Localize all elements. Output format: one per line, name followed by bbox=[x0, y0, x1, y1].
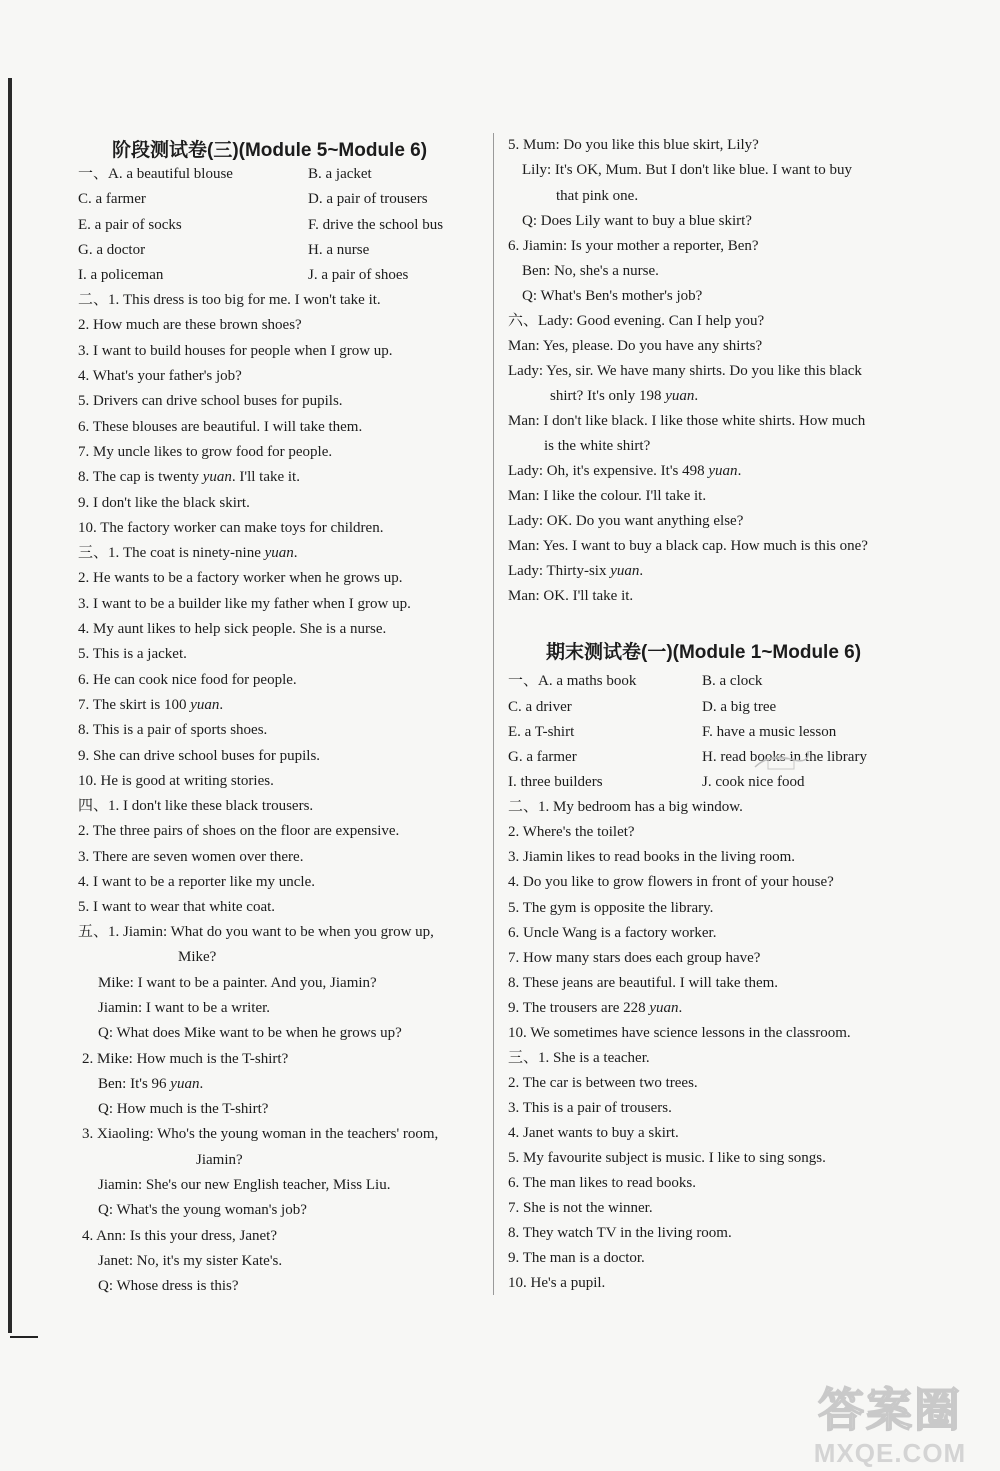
answer-line: 2. Where's the toilet? bbox=[508, 824, 635, 840]
matching-item: B. a jacket bbox=[308, 166, 372, 182]
answer-line: 3. I want to be a builder like my father when I grow up. bbox=[78, 596, 411, 612]
dialogue-line: Ben: No, she's a nurse. bbox=[522, 263, 659, 279]
matching-item: C. a farmer bbox=[78, 191, 146, 207]
matching-item: J. cook nice food bbox=[702, 774, 805, 790]
answer-line: 6. The man likes to read books. bbox=[508, 1175, 697, 1191]
answer-line: 4. What's your father's job? bbox=[78, 368, 242, 384]
dialogue-line: Mike? bbox=[178, 949, 217, 965]
dialogue-line: Lady: Oh, it's expensive. It's 498 yuan. bbox=[508, 463, 742, 479]
dialogue-line: Man: Yes, please. Do you have any shirts? bbox=[508, 338, 763, 354]
matching-item: F. drive the school bus bbox=[308, 217, 444, 233]
dialogue-line: is the white shirt? bbox=[544, 438, 651, 454]
dialogue-line: that pink one. bbox=[556, 188, 639, 204]
dialogue-line: 4. Ann: Is this your dress, Janet? bbox=[82, 1228, 277, 1244]
dialogue-line: Man: OK. I'll take it. bbox=[508, 588, 634, 604]
answer-line: 5. The gym is opposite the library. bbox=[508, 900, 714, 916]
dialogue-line: 5. Mum: Do you like this blue skirt, Lily? bbox=[508, 137, 759, 153]
column-divider bbox=[493, 133, 494, 1295]
dialogue-line: Jiamin: She's our new English teacher, Miss Liu. bbox=[98, 1177, 391, 1193]
dialogue-line: 2. Mike: How much is the T-shirt? bbox=[82, 1051, 289, 1067]
dialogue-line: Q: What's the young woman's job? bbox=[98, 1202, 307, 1218]
dialogue-line: Q: Whose dress is this? bbox=[98, 1278, 239, 1294]
dialogue-line: Q: What's Ben's mother's job? bbox=[522, 288, 703, 304]
matching-item: E. a pair of socks bbox=[78, 217, 182, 233]
matching-item: B. a clock bbox=[702, 673, 763, 689]
binding-spine bbox=[8, 78, 12, 1333]
answer-line: 10. He is good at writing stories. bbox=[78, 773, 274, 789]
watermark-url: MXQE.COM bbox=[813, 1438, 967, 1468]
dialogue-line: Ben: It's 96 yuan. bbox=[98, 1076, 204, 1092]
answer-line: 四、1. I don't like these black trousers. bbox=[78, 798, 314, 814]
answer-line: 7. My uncle likes to grow food for people. bbox=[78, 444, 333, 460]
dialogue-line: Jiamin? bbox=[196, 1152, 243, 1168]
answer-line: 10. We sometimes have science lessons in the classroom. bbox=[508, 1025, 851, 1041]
watermark-text: 答案圈 bbox=[818, 1384, 962, 1436]
matching-item: H. read books in the library bbox=[702, 749, 867, 765]
answer-line: 5. I want to wear that white coat. bbox=[78, 899, 276, 915]
answer-line: 2. He wants to be a factory worker when he grows up. bbox=[78, 570, 403, 586]
matching-item: D. a pair of trousers bbox=[308, 191, 428, 207]
answer-line: 5. This is a jacket. bbox=[78, 646, 187, 662]
matching-item: 一、A. a maths book bbox=[508, 673, 637, 689]
answer-line: 8. This is a pair of sports shoes. bbox=[78, 722, 268, 738]
answer-line: 9. I don't like the black skirt. bbox=[78, 495, 250, 511]
answer-line: 7. How many stars does each group have? bbox=[508, 950, 761, 966]
matching-item: E. a T-shirt bbox=[508, 724, 575, 740]
dialogue-line: Q: How much is the T-shirt? bbox=[98, 1101, 269, 1117]
dialogue-line: 五、1. Jiamin: What do you want to be when you grow up, bbox=[78, 924, 434, 940]
answer-line: 二、1. My bedroom has a big window. bbox=[508, 799, 743, 815]
dialogue-line: Lily: It's OK, Mum. But I don't like blue. I want to buy bbox=[522, 162, 852, 178]
answer-line: 2. How much are these brown shoes? bbox=[78, 317, 302, 333]
answer-line: 5. My favourite subject is music. I like to sing songs. bbox=[508, 1150, 826, 1166]
answer-line: 三、1. She is a teacher. bbox=[508, 1050, 650, 1066]
answer-line: 9. The man is a doctor. bbox=[508, 1250, 645, 1266]
matching-item: I. three builders bbox=[508, 774, 603, 790]
matching-item: H. a nurse bbox=[308, 242, 370, 258]
dialogue-line: Lady: Yes, sir. We have many shirts. Do you like this black bbox=[508, 363, 862, 379]
answer-line: 4. Do you like to grow flowers in front of your house? bbox=[508, 874, 834, 890]
answer-line: 10. The factory worker can make toys for children. bbox=[78, 520, 384, 536]
answer-line: 9. The trousers are 228 yuan. bbox=[508, 1000, 683, 1016]
dialogue-line: Man: I like the colour. I'll take it. bbox=[508, 488, 707, 504]
faint-stamp-mark bbox=[750, 745, 810, 775]
answer-line: 6. These blouses are beautiful. I will take them. bbox=[78, 419, 363, 435]
matching-item: G. a doctor bbox=[78, 242, 146, 258]
matching-item: G. a farmer bbox=[508, 749, 577, 765]
answer-line: 10. He's a pupil. bbox=[508, 1275, 606, 1291]
matching-item: F. have a music lesson bbox=[702, 724, 837, 740]
answer-line: 4. My aunt likes to help sick people. She is a nurse. bbox=[78, 621, 387, 637]
answer-line: 8. They watch TV in the living room. bbox=[508, 1225, 732, 1241]
section-title-final-test: 期末测试卷(一)(Module 1~Module 6) bbox=[546, 642, 862, 663]
answer-line: 6. Uncle Wang is a factory worker. bbox=[508, 925, 717, 941]
answer-line: 三、1. The coat is ninety-nine yuan. bbox=[78, 545, 298, 561]
answer-line: 4. I want to be a reporter like my uncle. bbox=[78, 874, 315, 890]
dialogue-line: 六、Lady: Good evening. Can I help you? bbox=[508, 313, 765, 329]
answer-line: 8. The cap is twenty yuan. I'll take it. bbox=[78, 469, 300, 485]
dialogue-line: Q: Does Lily want to buy a blue skirt? bbox=[522, 213, 752, 229]
dialogue-line: 3. Xiaoling: Who's the young woman in the teachers' room, bbox=[82, 1126, 439, 1142]
answer-line: 8. These jeans are beautiful. I will take them. bbox=[508, 975, 779, 991]
dialogue-line: Janet: No, it's my sister Kate's. bbox=[98, 1253, 283, 1269]
matching-item: D. a big tree bbox=[702, 699, 777, 715]
section-title-stage-test: 阶段测试卷(三)(Module 5~Module 6) bbox=[112, 140, 428, 161]
dialogue-line: Man: I don't like black. I like those white shirts. How much bbox=[508, 413, 866, 429]
matching-item: J. a pair of shoes bbox=[308, 267, 409, 283]
dialogue-line: Lady: OK. Do you want anything else? bbox=[508, 513, 744, 529]
answer-line: 9. She can drive school buses for pupils. bbox=[78, 748, 321, 764]
answer-line: 3. This is a pair of trousers. bbox=[508, 1100, 672, 1116]
answer-line: 4. Janet wants to buy a skirt. bbox=[508, 1125, 679, 1141]
dialogue-line: shirt? It's only 198 yuan. bbox=[550, 388, 699, 404]
answer-line: 二、1. This dress is too big for me. I won't take it. bbox=[78, 292, 381, 308]
answer-line: 3. There are seven women over there. bbox=[78, 849, 304, 865]
corner-mark bbox=[10, 1336, 38, 1338]
dialogue-line: Jiamin: I want to be a writer. bbox=[98, 1000, 271, 1016]
dialogue-line: Lady: Thirty-six yuan. bbox=[508, 563, 644, 579]
answer-line: 3. I want to build houses for people when I grow up. bbox=[78, 343, 393, 359]
answer-line: 7. She is not the winner. bbox=[508, 1200, 653, 1216]
answer-line: 5. Drivers can drive school buses for pupils. bbox=[78, 393, 343, 409]
dialogue-line: Mike: I want to be a painter. And you, Jiamin? bbox=[98, 975, 377, 991]
answer-line: 7. The skirt is 100 yuan. bbox=[78, 697, 224, 713]
matching-item: C. a driver bbox=[508, 699, 572, 715]
answer-line: 3. Jiamin likes to read books in the living room. bbox=[508, 849, 796, 865]
matching-item: I. a policeman bbox=[78, 267, 164, 283]
watermark-logo bbox=[790, 1380, 990, 1470]
answer-line: 2. The three pairs of shoes on the floor are expensive. bbox=[78, 823, 400, 839]
dialogue-line: 6. Jiamin: Is your mother a reporter, Ben? bbox=[508, 238, 759, 254]
dialogue-line: Q: What does Mike want to be when he grows up? bbox=[98, 1025, 402, 1041]
answer-line: 2. The car is between two trees. bbox=[508, 1075, 698, 1091]
dialogue-line: Man: Yes. I want to buy a black cap. How much is this one? bbox=[508, 538, 868, 554]
matching-item: 一、A. a beautiful blouse bbox=[78, 166, 233, 182]
answer-line: 6. He can cook nice food for people. bbox=[78, 672, 297, 688]
